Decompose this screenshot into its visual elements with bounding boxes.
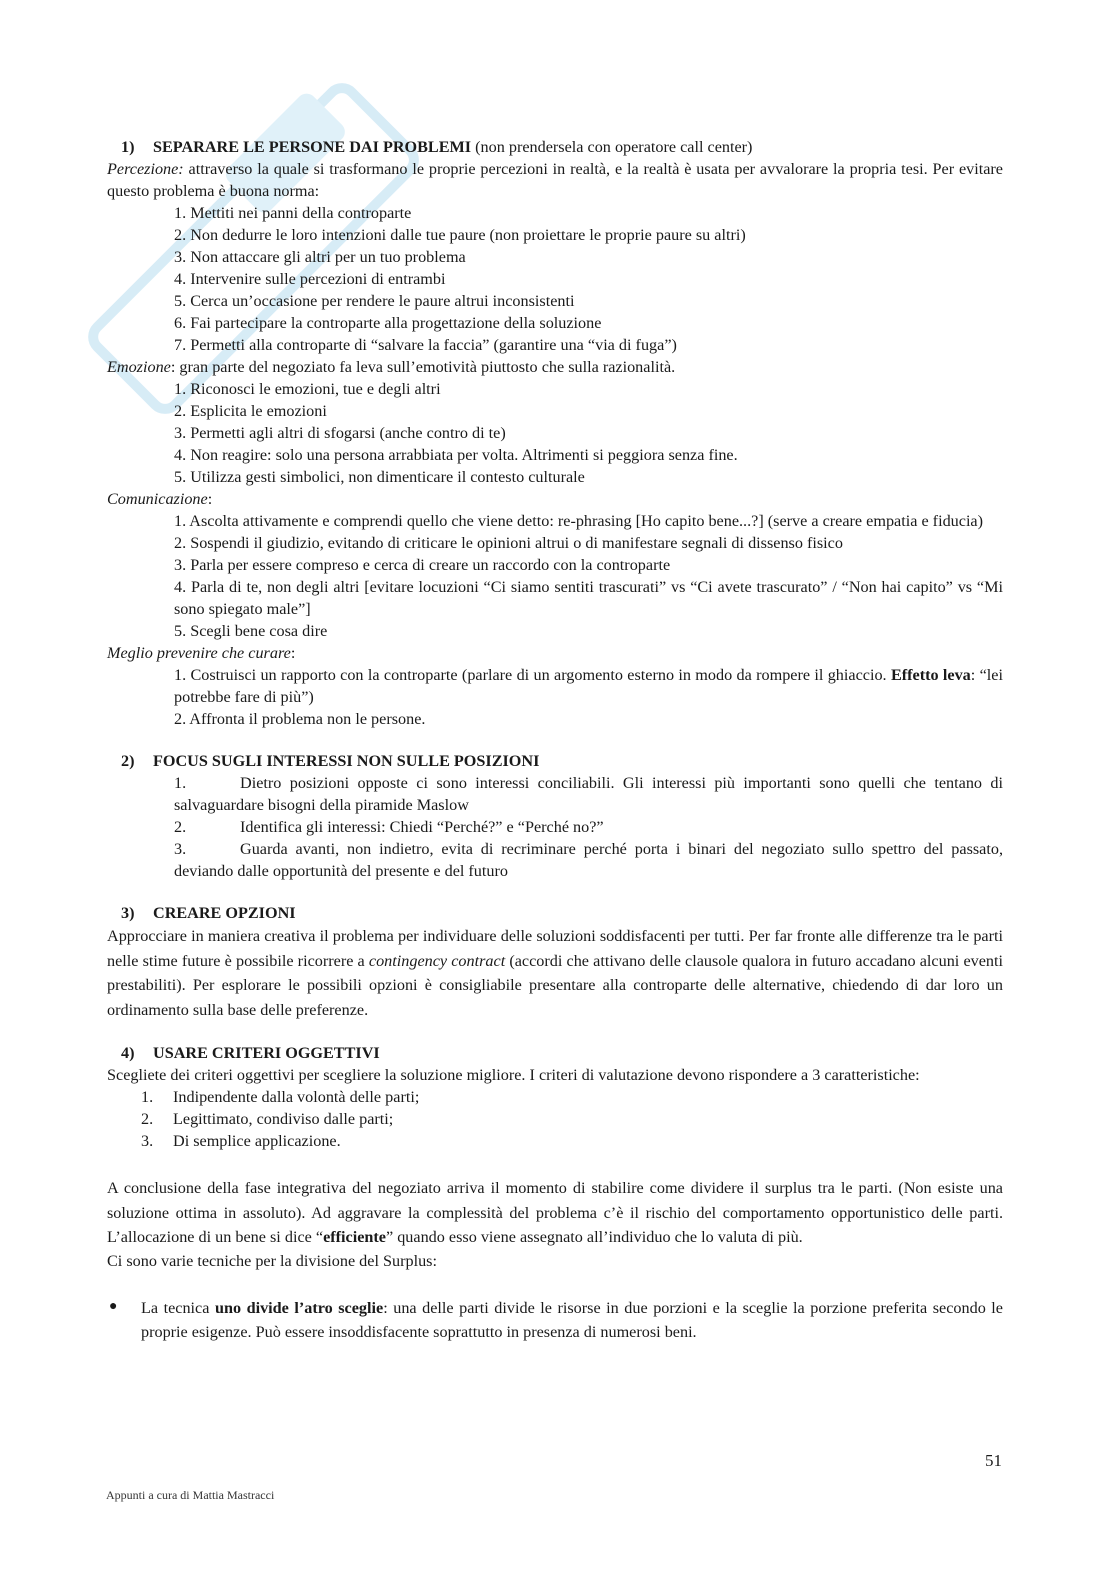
item-text: Indipendente dalla volontà delle parti; [173, 1088, 420, 1106]
prevenire-paragraph [107, 642, 1003, 664]
item-number: 1. [174, 774, 187, 792]
list-item: 5. Utilizza gesti simbolici, non dimenticare il contesto culturale [174, 468, 585, 486]
section-title: CREARE OPZIONI [153, 904, 296, 922]
bullet-text-part: : una delle parti divide le risorse in due porzioni e la sceglie la porzione preferita secondo le proprie esigenze. Può essere insoddisfacente soprattutto in presenza di numerosi beni. [141, 1298, 1003, 1341]
list-item: 4. Non reagire: solo una persona arrabbiata per volta. Altrimenti si peggiora senza fine. [174, 446, 738, 464]
list-item [141, 1108, 1003, 1130]
paragraph-text: (accordi che attivano delle clausole qualora in futuro accadano alcuni eventi prestabiliti). Per esplorare le possibili opzioni è consigliabile presentare alla controparte delle alternative, chiedendo di dar loro un ordinamento sulla base delle preferenze. [107, 951, 1003, 1019]
list-item: 2. Sospendi il giudizio, evitando di criticare le opinioni altrui o di manifestare segnali di dissenso fisico [174, 534, 843, 552]
section-title-note: (non prendersela con operatore call center) [475, 138, 753, 156]
section-number: 3) [121, 904, 135, 922]
list-item: 1. Riconosci le emozioni, tue e degli altri [174, 380, 441, 398]
percezione-label: Percezione: [107, 160, 184, 178]
list-item: 6. Fai partecipare la controparte alla progettazione della soluzione [174, 314, 602, 332]
list-item: 2. Esplicita le emozioni [174, 402, 327, 420]
emozione-list [107, 378, 1003, 488]
emozione-paragraph [107, 356, 1003, 378]
item-number: 3. [141, 1132, 154, 1150]
paragraph-text: Approcciare in maniera creativa il problema per individuare delle soluzioni soddisfacenti per tutti. Per far fronte alle differenze tra le parti nelle stime future è possibile ricorrere a [107, 927, 1003, 970]
bullet-bold: uno divide l’atro sceglie [214, 1298, 384, 1317]
item-text: Identifica gli interessi: Chiedi “Perché?” e “Perché no?” [240, 818, 604, 836]
list-item: 4. Parla di te, non degli altri [evitare locuzioni “Ci siamo sentiti trascurati” vs “Ci avete trascurato” / “Non hai capito” vs “Mi sono spiegato male”] [174, 578, 1003, 618]
item-text: Di semplice applicazione. [173, 1132, 341, 1150]
item-number: 2. [174, 818, 187, 836]
bullet-text [141, 1296, 1003, 1345]
list-item: 2. Affronta il problema non le persone. [174, 710, 426, 728]
list-item: 1. Mettiti nei panni della controparte [174, 204, 412, 222]
list-item [141, 1130, 1003, 1152]
page-footer: Appunti a cura di Mattia Mastracci [106, 1488, 275, 1502]
paragraph-italic: contingency contract [368, 951, 506, 970]
paragraph-bold: efficiente [323, 1228, 386, 1246]
list-item: 3. Parla per essere compreso e cerca di creare un raccordo con la controparte [174, 556, 671, 574]
section-1-heading [107, 136, 1003, 158]
percezione-list [107, 202, 1003, 356]
list-item [174, 772, 1003, 816]
list-item [174, 838, 1003, 882]
bullet-text-part: La tecnica [141, 1298, 215, 1317]
list-item: 7. Permetti alla controparte di “salvare la faccia” (garantire una “via di fuga”) [174, 336, 677, 354]
item-text: : “lei potrebbe fare di più”) [174, 666, 1003, 706]
list-item: 5. Cerca un’occasione per rendere le paure altrui inconsistenti [174, 292, 575, 310]
bullet-item [107, 1296, 1003, 1345]
page-content [107, 136, 1003, 1345]
emozione-label: Emozione [107, 358, 171, 376]
list-item: 1. Ascolta attivamente e comprendi quello che viene detto: re-phrasing [Ho capito bene...?] (serve a creare empatia e fiducia) [174, 512, 984, 530]
section-4-heading [107, 1042, 1003, 1064]
conclusion-line: Ci sono varie tecniche per la divisione del Surplus: [107, 1251, 437, 1270]
colon: : [207, 490, 213, 508]
list-item [174, 664, 1003, 708]
bullet-icon: ● [109, 1298, 118, 1314]
list-item: 3. Non attaccare gli altri per un tuo problema [174, 248, 466, 266]
list-item: 5. Scegli bene cosa dire [174, 622, 328, 640]
prevenire-list [107, 664, 1003, 730]
list-item: 4. Intervenire sulle percezioni di entrambi [174, 270, 446, 288]
section-title: FOCUS SUGLI INTERESSI NON SULLE POSIZIONI [153, 752, 540, 770]
item-text: Guarda avanti, non indietro, evita di recriminare perché porta i binari del negoziato sullo spettro del passato, deviando dalle opportunità del presente e del futuro [174, 840, 1003, 880]
percezione-paragraph [107, 158, 1003, 202]
list-item [141, 1086, 1003, 1108]
page-number: 51 [985, 1451, 1002, 1470]
item-number: 2. [141, 1110, 154, 1128]
item-bold: Effetto leva [890, 666, 971, 684]
section-2-heading [107, 750, 1003, 772]
item-number: 3. [174, 840, 187, 858]
section-title: USARE CRITERI OGGETTIVI [153, 1044, 380, 1062]
percezione-text: attraverso la quale si trasformano le proprie percezioni in realtà, e la realtà è usata per avvalorare la propria tesi. Per evitare questo problema è buona norma: [107, 160, 1003, 200]
section-title: SEPARARE LE PERSONE DAI PROBLEMI [153, 138, 472, 156]
emozione-text: : gran parte del negoziato fa leva sull’emotività piuttosto che sulla razionalità. [170, 358, 676, 376]
section-number: 2) [121, 752, 135, 770]
item-text: 1. Costruisci un rapporto con la controparte (parlare di un argomento esterno in modo da rompere il ghiaccio. [174, 666, 891, 684]
comunicazione-list [107, 510, 1003, 642]
list-item: 3. Permetti agli altri di sfogarsi (anche contro di te) [174, 424, 506, 442]
interessi-list [107, 772, 1003, 882]
section-3-heading [107, 902, 1003, 924]
criteri-paragraph: Scegliete dei criteri oggettivi per scegliere la soluzione migliore. I criteri di valutazione devono rispondere a 3 caratteristiche: [107, 1066, 920, 1084]
opzioni-paragraph [107, 924, 1003, 1022]
colon: : [290, 644, 296, 662]
item-number: 1. [141, 1088, 154, 1106]
list-item [174, 816, 1003, 838]
prevenire-label: Meglio prevenire che curare [107, 644, 291, 662]
conclusion-paragraph [107, 1176, 1003, 1250]
item-text: Legittimato, condiviso dalle parti; [173, 1110, 394, 1128]
section-number: 4) [121, 1044, 135, 1062]
comunicazione-paragraph [107, 488, 1003, 510]
section-number: 1) [121, 138, 135, 156]
criteri-list [107, 1086, 1003, 1152]
item-text: Dietro posizioni opposte ci sono interessi conciliabili. Gli interessi più importanti sono quelli che tentano di salvaguardare bisogni della piramide Maslow [174, 774, 1003, 814]
list-item: 2. Non dedurre le loro intenzioni dalle tue paure (non proiettare le proprie paure su altri) [174, 226, 746, 244]
paragraph-text: ” quando esso viene assegnato all’individuo che lo valuta di più. [385, 1228, 803, 1246]
paragraph-text: A conclusione della fase integrativa del negoziato arriva il momento di stabilire come dividere il surplus tra le parti. (Non esiste una soluzione ottima in assoluto). Ad aggravare la complessità del problema c’è il rischio del comportamento opportunistico delle parti. L’allocazione di un bene si dice “ [107, 1179, 1003, 1246]
comunicazione-label: Comunicazione [107, 490, 208, 508]
